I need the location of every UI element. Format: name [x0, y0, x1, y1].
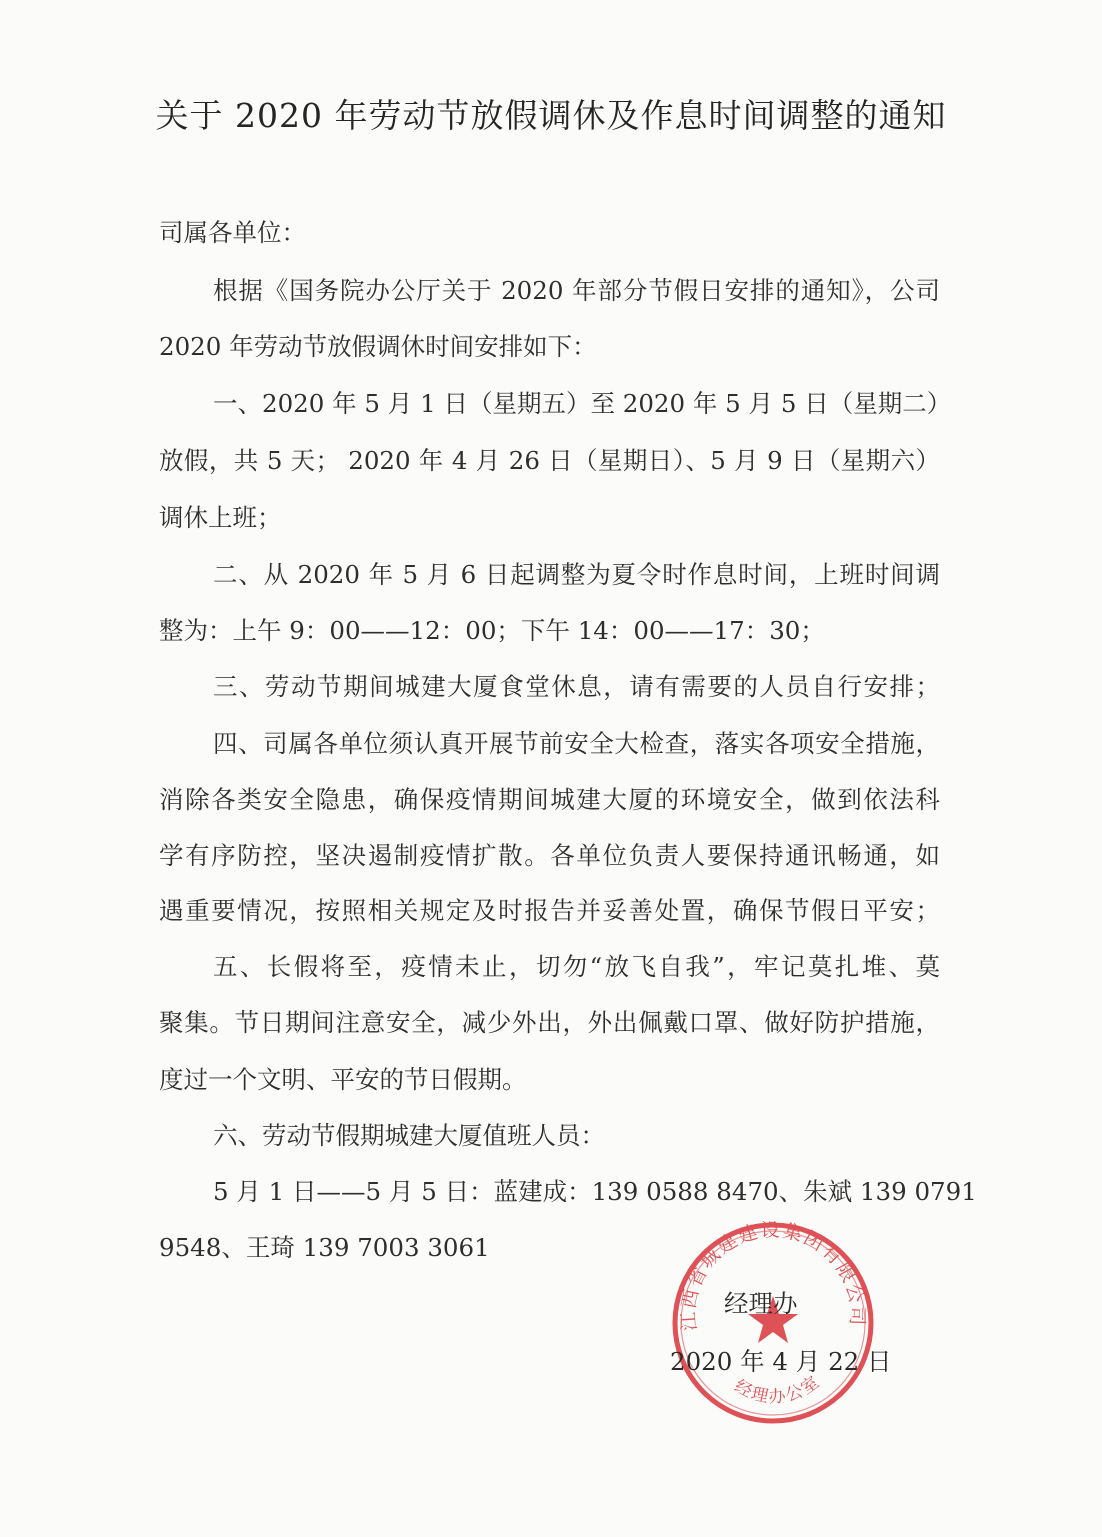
- official-seal-stamp: [668, 1218, 878, 1428]
- stamp-text: 江西省城建建设集团有限公司: [677, 1219, 869, 1332]
- item-five-line-1: 五、长假将至，疫情未止，切勿“放飞自我”，牢记莫扎堆、莫: [213, 952, 940, 981]
- item-one-line-3: 调休上班；: [159, 503, 282, 532]
- salutation: 司属各单位：: [159, 218, 306, 247]
- signature-date: 2020 年 4 月 22 日: [670, 1347, 892, 1376]
- signature-dept: 经理办: [724, 1289, 798, 1318]
- item-four-line-3: 学有序防控，坚决遏制疫情扩散。各单位负责人要保持通讯畅通，如: [159, 841, 940, 870]
- intro-line-1: 根据《国务院办公厅关于 2020 年部分节假日安排的通知》，公司: [213, 276, 940, 305]
- item-six-line-3: 9548、王琦 139 7003 3061: [159, 1233, 490, 1262]
- item-one-line-1: 一、2020 年 5 月 1 日（星期五）至 2020 年 5 月 5 日（星期二）: [213, 389, 952, 418]
- item-two-line-1: 二、从 2020 年 5 月 6 日起调整为夏令时作息时间，上班时间调: [213, 560, 940, 589]
- item-four-line-1: 四、司属各单位须认真开展节前安全大检查，落实各项安全措施，: [213, 729, 940, 758]
- item-one-line-2: 放假，共 5 天； 2020 年 4 月 26 日（星期日）、5 月 9 日（星期六）: [159, 446, 940, 475]
- item-four-line-4: 遇重要情况，按照相关规定及时报告并妥善处置，确保节假日平安；: [159, 896, 940, 925]
- item-six-line-2: 5 月 1 日——5 月 5 日：蓝建成：139 0588 8470、朱斌 139 0791: [213, 1177, 977, 1206]
- item-two-line-2: 整为：上午 9：00——12：00；下午 14：00——17：30；: [159, 616, 825, 645]
- item-six-line-1: 六、劳动节假期城建大厦值班人员：: [213, 1121, 605, 1150]
- item-five-line-3: 度过一个文明、平安的节日假期。: [159, 1065, 527, 1094]
- item-three-line-1: 三、劳动节期间城建大厦食堂休息，请有需要的人员自行安排；: [213, 672, 940, 701]
- intro-line-2: 2020 年劳动节放假调休时间安排如下：: [159, 332, 597, 361]
- stamp-subtext: 经理办公室: [731, 1371, 825, 1408]
- notice-title: 关于 2020 年劳动节放假调休及作息时间调整的通知: [155, 96, 947, 135]
- item-five-line-2: 聚集。节日期间注意安全，减少外出，外出佩戴口罩、做好防护措施，: [159, 1008, 940, 1037]
- item-four-line-2: 消除各类安全隐患，确保疫情期间城建大厦的环境安全，做到依法科: [159, 785, 940, 814]
